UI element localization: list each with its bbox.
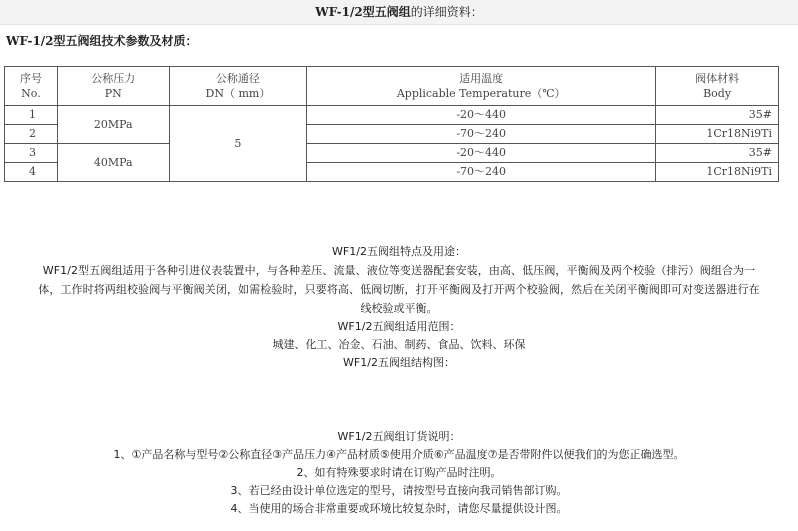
cell-no: 3 (5, 144, 58, 163)
header-diameter: 公称通径 DN（ mm） (169, 67, 307, 106)
cell-temp: -70～240 (307, 163, 656, 182)
range-text: 城建、化工、冶金、石油、制药、食品、饮料、环保 (272, 338, 526, 351)
features-line-3: 线校验或平衡。 (360, 302, 438, 315)
header-pressure: 公称压力 PN (57, 67, 169, 106)
order-item-3: 3、若已经由设计单位选定的型号，请按型号直接向我司销售部订购。 (230, 484, 568, 497)
header-no: 序号 No. (5, 67, 58, 106)
features-line-1: WF1/2型五阀组适用于各种引进仪表装置中，与各种差压、流量、液位等变送器配套安装，由高、低压阀，平衡阀及两个校验（排污）阀组合为一 (42, 264, 756, 277)
order-item-1: 1、①产品名称与型号②公称直径③产品压力④产品材质⑤使用介质⑥产品温度⑦是否带附件以便我们的为您正确选型。 (113, 448, 685, 461)
cell-body: 1Cr18Ni9Ti (656, 125, 779, 144)
cell-body: 1Cr18Ni9Ti (656, 163, 779, 182)
cell-no: 1 (5, 106, 58, 125)
cell-pressure: 20MPa (57, 106, 169, 144)
cell-no: 2 (5, 125, 58, 144)
product-model: WF-1/2型五阀组 (315, 5, 411, 19)
features-line-2: 体，工作时将两组校验阀与平衡阀关闭，如需检验时，只要将高、低阀切断，打开平衡阀及打开两个校验阀，然后在关闭平衡阀即可对变送器进行在 (38, 283, 760, 296)
page-header (0, 0, 798, 25)
cell-body: 35# (656, 106, 779, 125)
table-row (5, 144, 779, 163)
order-title: WF1/2五阀组订货说明： (337, 430, 461, 443)
table-row (5, 106, 779, 125)
header-body: 阀体材料 Body (656, 67, 779, 106)
header-suffix: 的详细资料： (410, 5, 483, 19)
cell-temp: -20～440 (307, 144, 656, 163)
cell-body: 35# (656, 144, 779, 163)
cell-temp: -70～240 (307, 125, 656, 144)
cell-no: 4 (5, 163, 58, 182)
cell-diameter: 5 (169, 106, 307, 182)
structure-title: WF1/2五阀组结构图： (343, 356, 455, 369)
cell-pressure: 40MPa (57, 144, 169, 182)
spec-table (4, 66, 779, 182)
cell-temp: -20～440 (307, 106, 656, 125)
spec-title: WF-1/2型五阀组技术参数及材质： (6, 34, 198, 48)
table-header-row (5, 67, 779, 106)
features-title: WF1/2五阀组特点及用途： (332, 245, 466, 258)
header-temperature: 适用温度 Applicable Temperature（℃） (307, 67, 656, 106)
order-item-2: 2、如有特殊要求时请在订购产品时注明。 (296, 466, 502, 479)
range-title: WF1/2五阀组适用范围： (337, 320, 461, 333)
order-item-4: 4、当使用的场合非常重要或环境比较复杂时，请您尽量提供设计图。 (230, 502, 568, 515)
